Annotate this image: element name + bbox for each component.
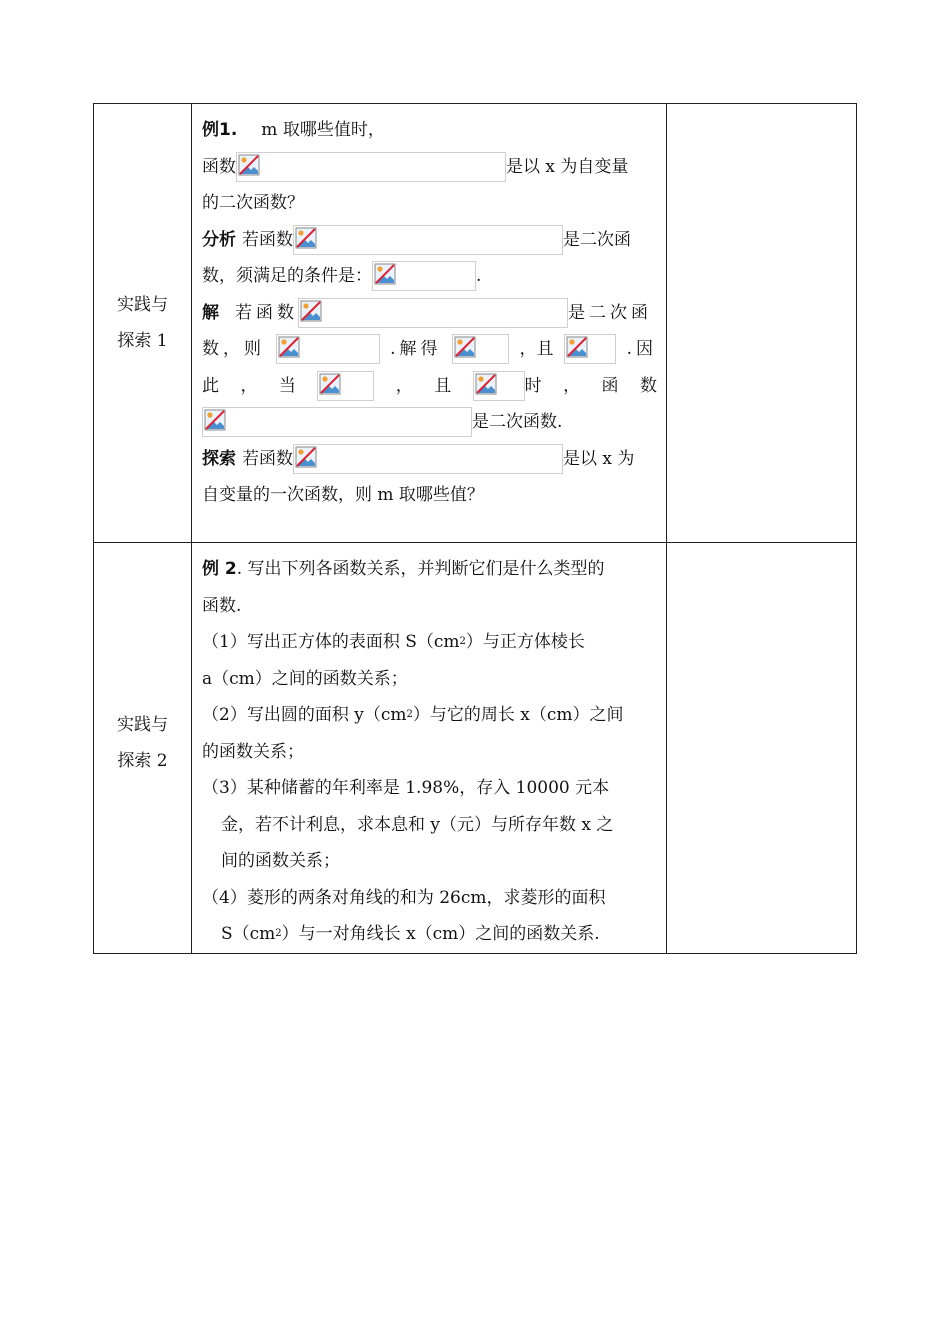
problem-2-text: （2）写出圆的面积 y（cm bbox=[202, 705, 407, 725]
broken-image-icon bbox=[278, 336, 300, 358]
explore-heading: 探索 bbox=[202, 448, 236, 469]
solution-text: 此 bbox=[202, 375, 219, 396]
formula-image bbox=[317, 371, 374, 401]
lesson-table bbox=[93, 103, 857, 954]
broken-image-icon bbox=[374, 263, 396, 285]
solution-text: 时 bbox=[524, 375, 542, 396]
content-cell bbox=[192, 104, 667, 543]
explore-text: 是以 x 为 bbox=[563, 448, 635, 469]
solution-text: 函 bbox=[601, 375, 619, 396]
solution-text: .解得 bbox=[390, 339, 442, 359]
section-label-line2: 探索 2 bbox=[117, 751, 168, 771]
formula-image bbox=[202, 407, 472, 437]
problem-4-text: ）与一对角线长 x（cm）之间的函数关系. bbox=[281, 924, 600, 944]
formula-image bbox=[293, 225, 563, 255]
solution-heading: 解 bbox=[202, 302, 219, 323]
content-cell: 例 2 . 写出下列各函数关系，并判断它们是什么类型的 函数. （1）写出正方体的表面积 S（cm 2 ）与正方体棱长 a（cm）之间的函数关系； （2）写出圆的面积 y（cm 2 ）与它的周长 x（cm）之间 的函数关系； （3）某种储蓄的年利率是 1.98%，存入 10000 元本 金，若不计利息，求本息和 y（元）与所存年数 x 之 间的函数关系； （4）菱形的两条对角线的和为 26cm，求菱形的面积 S（cm 2 ）与一对角线长 x（cm）之间的函数关系. bbox=[192, 543, 667, 954]
example-1-text: 是以 x 为自变量 bbox=[506, 156, 629, 177]
formula-image bbox=[276, 334, 380, 364]
formula-image bbox=[298, 298, 568, 328]
section-label-cell bbox=[94, 104, 192, 543]
function-label: 函数 bbox=[202, 156, 236, 177]
broken-image-icon bbox=[295, 227, 317, 249]
problem-1-text: （1）写出正方体的表面积 S（cm bbox=[202, 632, 460, 652]
broken-image-icon bbox=[454, 336, 476, 358]
problem-2-text: ）与它的周长 x（cm）之间 bbox=[412, 705, 624, 725]
notes-cell bbox=[667, 104, 857, 543]
problem-3-text: 金，若不计利息，求本息和 y（元）与所存年数 x 之 bbox=[221, 814, 614, 835]
solution-text: ，且 bbox=[519, 339, 554, 359]
solution-text: ， bbox=[563, 375, 581, 396]
solution-text: 且 bbox=[434, 375, 452, 396]
problem-3-text: 间的函数关系； bbox=[221, 851, 340, 871]
example-1-heading: 例1. bbox=[202, 120, 238, 140]
solution-text: 是二次函 bbox=[568, 302, 652, 323]
solution-text: 当 bbox=[278, 375, 296, 396]
table-row bbox=[94, 104, 857, 543]
solution-text: 数 bbox=[639, 375, 657, 396]
problem-4-text: （4）菱形的两条对角线的和为 26cm，求菱形的面积 bbox=[202, 887, 606, 908]
example-2-title: 函数. bbox=[202, 595, 242, 616]
analysis-text: 数，须满足的条件是： bbox=[202, 266, 372, 286]
example-1-question: m 取哪些值时， bbox=[261, 120, 385, 140]
formula-image bbox=[564, 334, 616, 364]
solution-text: 是二次函数. bbox=[472, 412, 563, 432]
section-label-line1: 实践与 bbox=[117, 295, 168, 315]
analysis-heading: 分析 bbox=[202, 229, 236, 250]
example-2-heading: 例 2 bbox=[202, 559, 237, 579]
formula-image bbox=[372, 261, 476, 291]
broken-image-icon bbox=[475, 373, 497, 395]
broken-image-icon bbox=[204, 409, 226, 431]
section-label-line2: 探索 1 bbox=[117, 331, 168, 351]
broken-image-icon bbox=[319, 373, 341, 395]
formula-image bbox=[236, 152, 506, 182]
example-2-title: . 写出下列各函数关系，并判断它们是什么类型的 bbox=[236, 559, 605, 579]
formula-image bbox=[473, 371, 525, 401]
analysis-text: . bbox=[476, 266, 482, 286]
example-1-text: 的二次函数？ bbox=[202, 193, 304, 213]
notes-cell bbox=[667, 543, 857, 954]
problem-3-text: （3）某种储蓄的年利率是 1.98%，存入 10000 元本 bbox=[202, 778, 610, 798]
broken-image-icon bbox=[238, 154, 260, 176]
explore-text: 自变量的一次函数，则 m 取哪些值？ bbox=[202, 485, 484, 505]
problem-1-text: ）与正方体棱长 bbox=[465, 632, 585, 652]
problem-2-text: 的函数关系； bbox=[202, 741, 304, 762]
solution-text: ， bbox=[240, 375, 258, 396]
solution-text: ， bbox=[395, 375, 413, 396]
table-row bbox=[94, 543, 857, 954]
formula-image bbox=[293, 444, 563, 474]
solution-text: 若函数 bbox=[235, 302, 298, 323]
explore-text: 若函数 bbox=[242, 448, 293, 469]
broken-image-icon bbox=[566, 336, 588, 358]
problem-1-text: a（cm）之间的函数关系； bbox=[202, 668, 408, 689]
solution-text: .因 bbox=[626, 339, 657, 359]
section-label-cell bbox=[94, 543, 192, 954]
broken-image-icon bbox=[295, 446, 317, 468]
formula-image bbox=[452, 334, 509, 364]
problem-4-text: S（cm bbox=[221, 924, 276, 944]
section-label-line1: 实践与 bbox=[117, 715, 168, 735]
analysis-text: 是二次函 bbox=[563, 229, 631, 250]
analysis-text: 若函数 bbox=[242, 229, 293, 250]
broken-image-icon bbox=[300, 300, 322, 322]
solution-text: 数，则 bbox=[202, 339, 265, 359]
